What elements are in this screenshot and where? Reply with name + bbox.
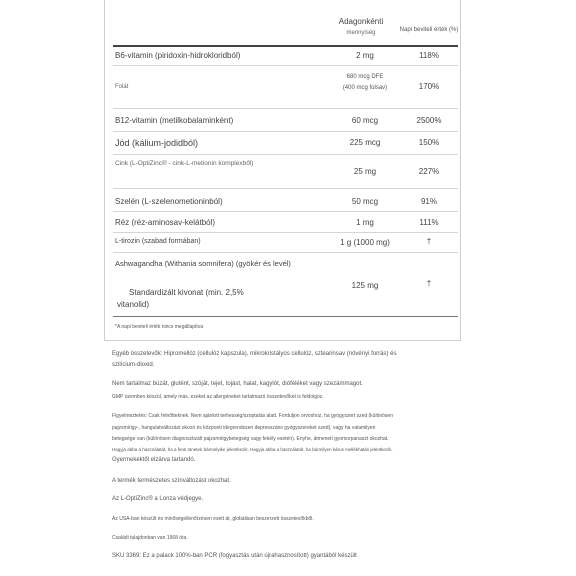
row-divider: [113, 211, 458, 212]
row-subname-line2: vitanolid): [117, 300, 150, 309]
row-divider: [113, 232, 458, 233]
warning-line5: Gyermekektől elzárva tartandó.: [112, 457, 196, 463]
row-amount: 1 mg: [356, 218, 374, 227]
row-divider: [113, 108, 458, 109]
row-amount: 125 mg: [351, 281, 379, 290]
row-name: Ashwagandha (Withania somnifera) (gyökér és levél): [115, 259, 291, 268]
gmp-text: GMP üzemben készül, amely más, ezeket az allergéneket tartalmazó összetevőket is feldolgoz.: [112, 394, 324, 400]
family-owned-note: Családi tulajdonban van 1968 óta.: [112, 535, 188, 541]
daily-value-column-header: Napi beviteli érték (%): [399, 27, 459, 33]
table-header: [105, 0, 460, 45]
color-variation-note: A termék természetes színváltozást okozhat.: [112, 478, 231, 484]
warning-line1: Figyelmeztetés: Csak felnőtteknek. Nem ajánlott terhesség/szoptatás alatt. Forduljon orvoshoz, ha gyógyszert szed (különösen: [112, 413, 393, 419]
allergen-free-text: Nem tartalmaz búzát, glutént, szóját, tejet, tojást, halat, kagylót, dióféléket vagy szezámmagot.: [112, 381, 363, 387]
other-ingredients-line2: szilícium-dioxid.: [112, 362, 155, 368]
row-name: Jód (kálium-jodidból): [115, 138, 199, 148]
row-name: Szelén (L-szelenometioninból): [115, 197, 223, 206]
trademark-note: Az L-OptiZinc® a Lonza védjegye.: [112, 496, 204, 502]
row-divider: [113, 252, 458, 253]
row-name: Cink (L-OptiZinc® - cink-L-metionin komplexből): [115, 160, 254, 167]
made-in-note: Az USA-ban készült és minőségellenőrzésen esett át, globálisan beszerzett összetevőkből.: [112, 516, 314, 522]
row-amount: 60 mcg: [351, 116, 379, 125]
row-percent: 2500%: [416, 116, 442, 125]
nutrition-table: [104, 0, 461, 341]
row-name: Folát: [115, 84, 129, 90]
row-amount: 2 mg: [356, 51, 374, 60]
row-name: B6-vitamin (piridoxin-hidrokloridból): [115, 51, 241, 60]
row-name: L-tirozin (szabad formában): [115, 238, 201, 245]
row-amount-line2: (400 mcg folsav): [342, 85, 388, 91]
row-amount: 50 mcg: [351, 197, 379, 206]
row-amount-line1: 680 mcg DFE: [346, 74, 384, 80]
row-percent: 118%: [419, 51, 439, 60]
row-divider: [113, 154, 458, 155]
row-amount: 225 mcg: [349, 138, 381, 147]
table-bottom-divider: [113, 316, 458, 317]
row-percent: 111%: [419, 218, 439, 227]
row-percent: †: [426, 279, 432, 288]
header-divider: [113, 45, 458, 47]
row-percent: 170%: [418, 82, 440, 91]
warning-line3: betegsége van (különösen diagnosztizált pajzsmirigybetegség vagy fekély esetén). Enyhe, átmeneti gyomorpanaszt okozhat.: [112, 436, 389, 442]
row-percent: 150%: [418, 138, 440, 147]
row-percent: 227%: [418, 167, 440, 176]
amount-column-subheader: mennyiség: [346, 30, 376, 36]
warning-line2: pajzsmirigy-, hangulatváltozást okozó és központi idegrendszeri depresszáns gyógyszereket szed), vagy ha valamilyen: [112, 425, 376, 431]
row-name: Réz (réz-aminosav-kelátból): [115, 218, 216, 227]
row-subname-line1: Standardizált kivonat (min. 2,5%: [129, 288, 244, 297]
warning-line4: Hagyja abba a használatát, ha a fenti tünetek bármelyike jelentkezik. Hagyja abba a használatát, ha bármilyen káros mellékhatás jelentkezik.: [112, 447, 393, 452]
row-percent: 91%: [420, 197, 437, 206]
row-divider: [113, 188, 458, 189]
amount-column-header: Adagonkénti: [338, 17, 384, 26]
row-divider: [113, 131, 458, 132]
table-footnote: *A napi beviteli érték nincs megállapítva: [115, 324, 204, 330]
row-amount: 25 mg: [353, 167, 377, 176]
row-divider: [113, 65, 458, 66]
row-percent: †: [426, 237, 432, 246]
row-amount: 1 g (1000 mg): [340, 238, 390, 247]
row-name: B12-vitamin (metilkobalaminként): [115, 116, 234, 125]
other-ingredients-line1: Egyéb összetevők: Hipromellóz (cellulóz kapszula), mikrokristályos cellulóz, sztearinsav (növényi forrás) és: [112, 351, 397, 357]
sku-note: SKU 3369: Ez a palack 100%-ban PCR (fogyasztás után újrahasznosított) gyantából készült: [112, 553, 357, 559]
